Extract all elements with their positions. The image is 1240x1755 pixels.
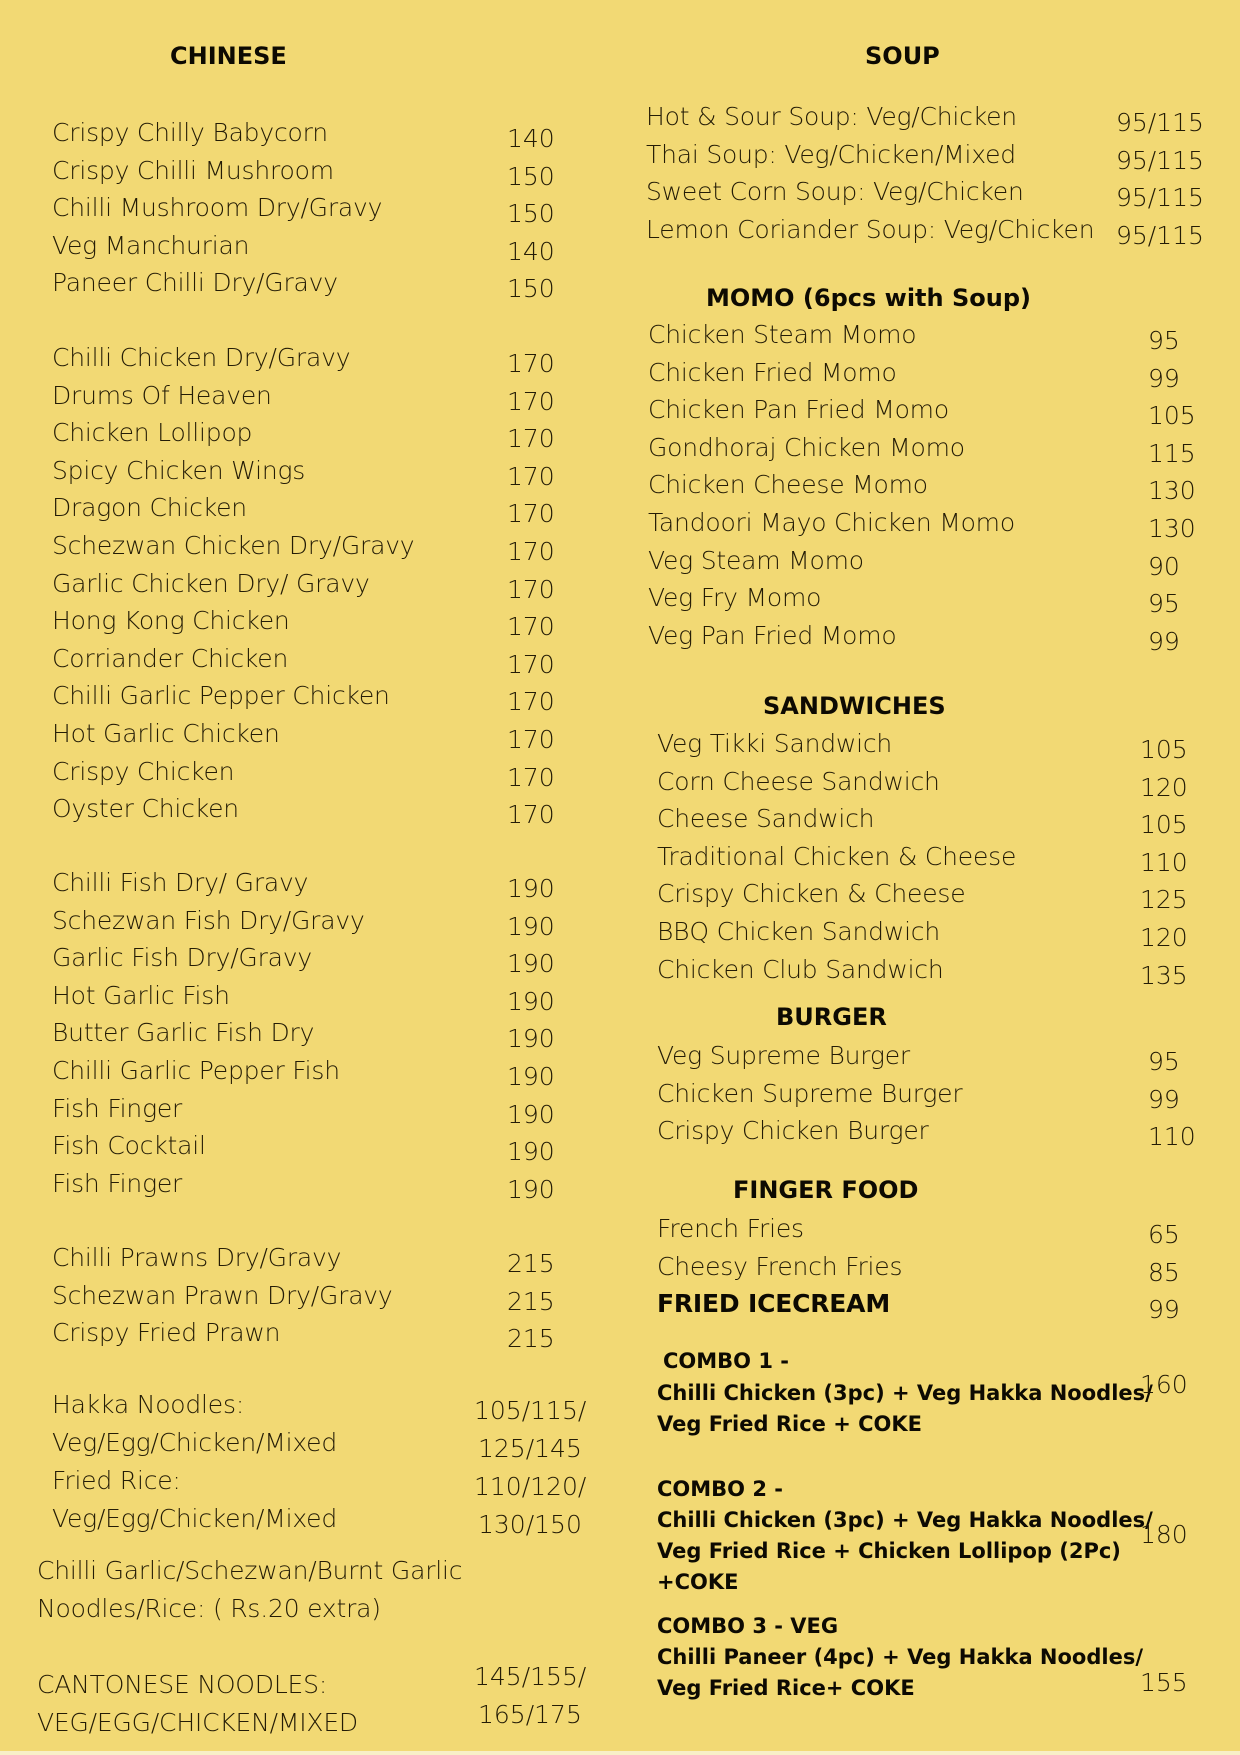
cantonese-price-2: 165/175 bbox=[478, 1700, 582, 1729]
cantonese-label: CANTONESE NOODLES: bbox=[37, 1670, 328, 1699]
menu-item-price: 170 bbox=[507, 762, 555, 792]
menu-item-name: Veg Pan Fried Momo bbox=[648, 620, 897, 650]
menu-item-price: 190 bbox=[507, 1024, 555, 1054]
menu-item-name: Fish Cocktail bbox=[52, 1131, 206, 1161]
menu-item-name: Sweet Corn Soup: Veg/Chicken bbox=[646, 177, 1024, 207]
extra-note-line-1: Chilli Garlic/Schezwan/Burnt Garlic bbox=[37, 1556, 463, 1585]
menu-item-name: Chicken Fried Momo bbox=[648, 357, 897, 387]
menu-item-price: 170 bbox=[507, 725, 555, 754]
menu-item-price: 170 bbox=[507, 800, 555, 830]
combo-2-line-3: +COKE bbox=[657, 1570, 739, 1594]
menu-item-name: French Fries bbox=[657, 1214, 804, 1243]
cantonese-price-1: 145/155/ bbox=[474, 1662, 587, 1691]
menu-item-name: FRIED ICECREAM bbox=[657, 1289, 890, 1319]
menu-item-name: Corriander Chicken bbox=[52, 643, 289, 673]
menu-item-name: Paneer Chilli Dry/Gravy bbox=[52, 268, 338, 298]
menu-item-name: Cheesy French Fries bbox=[657, 1251, 903, 1281]
menu-item-name: Crispy Chicken bbox=[52, 756, 235, 786]
menu-item-name: Chicken Supreme Burger bbox=[657, 1078, 963, 1108]
menu-item-name: Garlic Fish Dry/Gravy bbox=[52, 943, 312, 973]
menu-item-price: 150 bbox=[507, 161, 555, 191]
menu-item-price: 105 bbox=[1140, 810, 1188, 840]
menu-item-name: Gondhoraj Chicken Momo bbox=[648, 432, 965, 462]
menu-item-name: Butter Garlic Fish Dry bbox=[52, 1018, 315, 1048]
menu-item-price: 150 bbox=[507, 199, 555, 229]
momo-heading: MOMO (6pcs with Soup) bbox=[706, 284, 1031, 312]
menu-item-name: Thai Soup: Veg/Chicken/Mixed bbox=[646, 139, 1016, 169]
menu-item-price: 190 bbox=[507, 1099, 555, 1129]
menu-item-price: 190 bbox=[507, 911, 555, 941]
combo-1-title: COMBO 1 - bbox=[663, 1349, 789, 1373]
menu-item-name: Crispy Chilli Mushroom bbox=[52, 155, 334, 185]
menu-item-name: Schezwan Chicken Dry/Gravy bbox=[52, 531, 415, 560]
menu-item-price: 215 bbox=[507, 1324, 555, 1354]
menu-item-price: 105 bbox=[1140, 735, 1188, 764]
menu-item-name: Chilli Chicken Dry/Gravy bbox=[52, 343, 351, 372]
menu-item-name: Drums Of Heaven bbox=[52, 380, 272, 410]
menu-item-name: Fish Finger bbox=[52, 1093, 183, 1123]
menu-item-name: Garlic Chicken Dry/ Gravy bbox=[52, 568, 370, 598]
menu-item-name: Chilli Fish Dry/ Gravy bbox=[52, 868, 309, 897]
menu-item-price: 95 bbox=[1148, 326, 1180, 355]
menu-item-price: 170 bbox=[507, 386, 555, 416]
menu-item-price: 150 bbox=[507, 274, 555, 304]
menu-item-name: Chicken Lollipop bbox=[52, 418, 253, 448]
menu-item-name: Lemon Coriander Soup: Veg/Chicken bbox=[646, 214, 1095, 244]
hakka-variants: Veg/Egg/Chicken/Mixed bbox=[52, 1428, 338, 1457]
menu-item-name: Hot & Sour Soup: Veg/Chicken bbox=[646, 102, 1017, 131]
menu-item-name: Chicken Pan Fried Momo bbox=[648, 395, 949, 425]
menu-item-price: 125 bbox=[1140, 885, 1188, 915]
cantonese-variants: VEG/EGG/CHICKEN/MIXED bbox=[37, 1708, 358, 1737]
menu-item-price: 170 bbox=[507, 349, 555, 378]
rice-price-1: 110/120/ bbox=[474, 1472, 587, 1501]
bottom-border bbox=[0, 1751, 1240, 1755]
menu-item-price: 110 bbox=[1140, 847, 1188, 877]
menu-item-price: 99 bbox=[1148, 1295, 1180, 1325]
menu-item-name: Chilli Garlic Pepper Fish bbox=[52, 1056, 340, 1085]
burger-heading: BURGER bbox=[776, 1003, 887, 1031]
menu-item-price: 140 bbox=[507, 124, 555, 153]
menu-item-price: 120 bbox=[1140, 772, 1188, 802]
menu-item-price: 190 bbox=[507, 949, 555, 979]
menu-item-price: 99 bbox=[1148, 1084, 1180, 1114]
menu-item-name: Schezwan Prawn Dry/Gravy bbox=[52, 1280, 393, 1310]
menu-item-name: Crispy Chicken Burger bbox=[657, 1116, 929, 1146]
menu-item-name: Hot Garlic Fish bbox=[52, 980, 230, 1010]
menu-item-price: 170 bbox=[507, 537, 555, 566]
menu-item-price: 115 bbox=[1148, 438, 1196, 468]
menu-item-price: 190 bbox=[507, 1137, 555, 1167]
menu-item-name: Traditional Chicken & Cheese bbox=[657, 841, 1017, 871]
menu-item-name: Hot Garlic Chicken bbox=[52, 719, 280, 748]
menu-item-price: 95/115 bbox=[1116, 183, 1204, 213]
menu-item-price: 170 bbox=[507, 687, 555, 717]
combo-3-line-2: Veg Fried Rice+ COKE bbox=[657, 1676, 915, 1700]
hakka-price-1: 105/115/ bbox=[474, 1396, 587, 1425]
menu-item-name: Schezwan Fish Dry/Gravy bbox=[52, 905, 365, 935]
menu-item-price: 99 bbox=[1148, 363, 1180, 393]
menu-item-name: Oyster Chicken bbox=[52, 794, 239, 824]
menu-item-price: 95 bbox=[1148, 1047, 1180, 1076]
menu-item-price: 95/115 bbox=[1116, 220, 1204, 250]
menu-item-price: 65 bbox=[1148, 1220, 1180, 1249]
menu-item-price: 99 bbox=[1148, 626, 1180, 656]
menu-item-name: Veg Fry Momo bbox=[648, 583, 822, 613]
menu-item-name: Crispy Chilly Babycorn bbox=[52, 118, 328, 147]
menu-item-name: Veg Manchurian bbox=[52, 230, 250, 260]
menu-item-price: 170 bbox=[507, 499, 555, 529]
combo-1-line-1: Chilli Chicken (3pc) + Veg Hakka Noodles/ bbox=[657, 1381, 1153, 1405]
menu-item-price: 85 bbox=[1148, 1257, 1180, 1287]
combo-2-title: COMBO 2 - bbox=[657, 1477, 783, 1501]
combo-2-line-1: Chilli Chicken (3pc) + Veg Hakka Noodles/ bbox=[657, 1508, 1153, 1532]
menu-item-price: 190 bbox=[507, 986, 555, 1016]
menu-item-name: Chilli Garlic Pepper Chicken bbox=[52, 681, 390, 711]
menu-item-price: 215 bbox=[507, 1286, 555, 1316]
combo-1-price: 160 bbox=[1140, 1370, 1188, 1399]
finger-food-heading: FINGER FOOD bbox=[733, 1176, 919, 1204]
menu-item-price: 130 bbox=[1148, 514, 1196, 543]
menu-item-name: Crispy Fried Prawn bbox=[52, 1318, 281, 1348]
menu-item-name: Cheese Sandwich bbox=[657, 804, 875, 834]
menu-item-price: 170 bbox=[507, 424, 555, 454]
menu-item-price: 170 bbox=[507, 649, 555, 679]
chinese-heading: CHINESE bbox=[170, 42, 287, 70]
rice-variants: Veg/Egg/Chicken/Mixed bbox=[52, 1504, 338, 1533]
combo-3-price: 155 bbox=[1140, 1668, 1188, 1697]
menu-item-price: 190 bbox=[507, 874, 555, 903]
hakka-label: Hakka Noodles: bbox=[52, 1390, 245, 1419]
menu-item-name: Chilli Prawns Dry/Gravy bbox=[52, 1243, 342, 1272]
combo-3-line-1: Chilli Paneer (4pc) + Veg Hakka Noodles/ bbox=[657, 1645, 1143, 1669]
menu-item-name: Chicken Cheese Momo bbox=[648, 470, 928, 500]
menu-item-price: 130 bbox=[1148, 476, 1196, 506]
menu-item-name: Veg Steam Momo bbox=[648, 545, 864, 575]
menu-item-price: 140 bbox=[507, 236, 555, 266]
menu-item-name: Chilli Mushroom Dry/Gravy bbox=[52, 193, 383, 223]
menu-item-price: 90 bbox=[1148, 551, 1180, 581]
menu-item-price: 190 bbox=[507, 1174, 555, 1204]
soup-heading: SOUP bbox=[865, 42, 940, 70]
combo-1-line-2: Veg Fried Rice + COKE bbox=[657, 1412, 922, 1436]
menu-item-price: 135 bbox=[1140, 960, 1188, 990]
menu-item-name: Veg Supreme Burger bbox=[657, 1041, 910, 1070]
menu-item-price: 95 bbox=[1148, 589, 1180, 619]
menu-item-price: 95/115 bbox=[1116, 108, 1204, 137]
menu-item-name: BBQ Chicken Sandwich bbox=[657, 917, 940, 946]
menu-item-price: 120 bbox=[1140, 923, 1188, 952]
menu-item-name: Corn Cheese Sandwich bbox=[657, 766, 940, 796]
rice-price-2: 130/150 bbox=[478, 1510, 582, 1539]
menu-item-price: 110 bbox=[1148, 1122, 1196, 1152]
menu-item-name: Dragon Chicken bbox=[52, 493, 247, 523]
menu-item-price: 105 bbox=[1148, 401, 1196, 431]
menu-item-name: Tandoori Mayo Chicken Momo bbox=[648, 508, 1015, 537]
menu-item-price: 190 bbox=[507, 1062, 555, 1091]
menu-item-price: 95/115 bbox=[1116, 145, 1204, 175]
menu-item-name: Crispy Chicken & Cheese bbox=[657, 879, 966, 909]
rice-label: Fried Rice: bbox=[52, 1466, 181, 1495]
menu-item-price: 170 bbox=[507, 612, 555, 642]
hakka-price-2: 125/145 bbox=[478, 1434, 582, 1463]
menu-item-name: Chicken Club Sandwich bbox=[657, 954, 944, 984]
combo-2-price: 180 bbox=[1140, 1520, 1188, 1549]
combo-3-title: COMBO 3 - VEG bbox=[657, 1614, 839, 1638]
extra-note-line-2: Noodles/Rice: ( Rs.20 extra) bbox=[37, 1594, 381, 1623]
sandwiches-heading: SANDWICHES bbox=[763, 692, 946, 720]
menu-item-name: Chicken Steam Momo bbox=[648, 320, 917, 349]
menu-item-name: Hong Kong Chicken bbox=[52, 606, 290, 636]
menu-item-price: 170 bbox=[507, 574, 555, 604]
menu-item-name: Veg Tikki Sandwich bbox=[657, 729, 893, 758]
menu-item-price: 170 bbox=[507, 461, 555, 491]
combo-2-line-2: Veg Fried Rice + Chicken Lollipop (2Pc) bbox=[657, 1539, 1121, 1563]
menu-item-name: Fish Finger bbox=[52, 1168, 183, 1198]
menu-item-price: 215 bbox=[507, 1249, 555, 1278]
menu-item-name: Spicy Chicken Wings bbox=[52, 455, 306, 485]
